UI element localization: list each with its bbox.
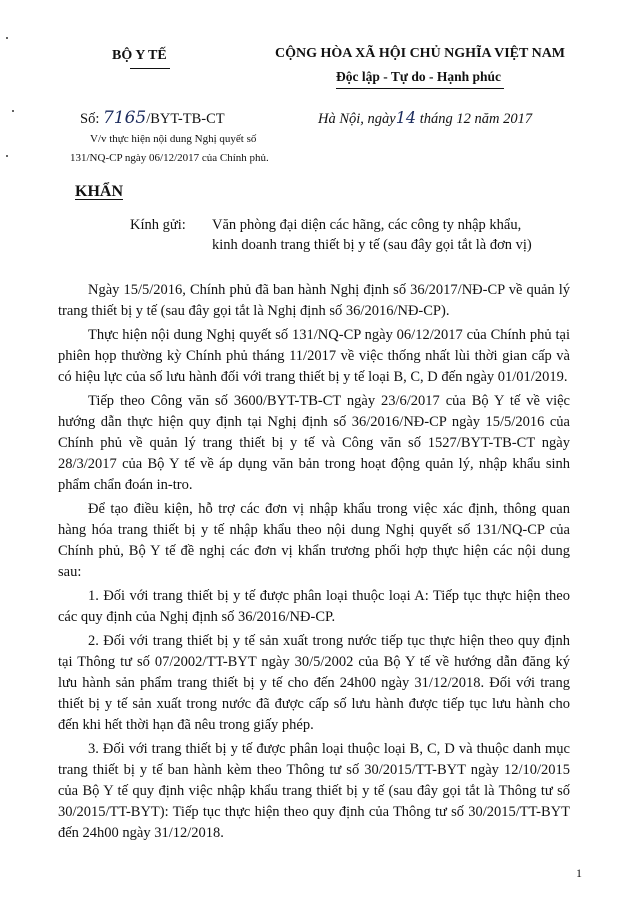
body-paragraph: 3. Đối với trang thiết bị y tế được phân loại thuộc loại B, C, D và thuộc danh mục trang thiết bị y tế ban hành kèm theo Thông tư số 30/2015/TT-BYT ngày 12/10/2015 của Bộ Y tế quy định việc nhập khẩu trang thiết bị y tế (sau đây gọi tắt là Thông tư số 30/2015/TT-BYT): Tiếp tục thực hiện theo quy định của Thông tư số 30/2015/TT-BYT đến 24h00 ngày 31/12/2018. <box>58 741 570 841</box>
place-date-handwritten-day: 14 <box>395 108 417 127</box>
subject-line-2: 131/NQ-CP ngày 06/12/2017 của Chính phủ. <box>70 152 269 164</box>
place-date-prefix: Hà Nội, ngày <box>318 111 396 127</box>
document-number <box>80 108 225 128</box>
body-paragraph: Để tạo điều kiện, hỗ trợ các đơn vị nhập khẩu trong việc xác định, thông quan hàng hóa trang thiết bị y tế nhập khẩu theo nội dung Nghị quyết số 131/NQ-CP của Chính phủ, Bộ Y tế đề nghị các đơn vị khẩn trương phối hợp thực hiện các nội dung sau: <box>58 501 570 580</box>
subject-line-1: V/v thực hiện nội dung Nghị quyết số <box>90 133 257 145</box>
body-paragraph: 2. Đối với trang thiết bị y tế sản xuất trong nước tiếp tục thực hiện theo quy định tại Thông tư số 07/2002/TT-BYT ngày 30/5/2002 của Bộ Y tế về hướng dẫn đăng ký lưu hành sản phẩm trang thiết bị y tế cho đến 24h00 ngày 31/12/2018. Đối với trang thiết bị y tế sản xuất trong nước đã được cấp số lưu hành được tiếp tục lưu hành cho đến khi hết thời hạn đã nêu trong giấy phép. <box>58 633 570 733</box>
scan-speck <box>6 155 8 157</box>
page-number: 1 <box>576 866 582 880</box>
place-date <box>318 108 532 128</box>
national-motto: Độc lập - Tự do - Hạnh phúc <box>336 69 502 84</box>
body-paragraph: Ngày 15/5/2016, Chính phủ đã ban hành Nghị định số 36/2017/NĐ-CP về quản lý trang thiết bị y tế (sau đây gọi tắt là Nghị định số 36/2016/NĐ-CP). <box>58 282 570 319</box>
scan-speck <box>6 37 8 39</box>
document-number-label: Số: <box>80 111 100 127</box>
body-paragraph: Tiếp theo Công văn số 3600/BYT-TB-CT ngày 23/6/2017 của Bộ Y tế về việc hướng dẫn thực hiện quy định tại Nghị định số 36/2016/NĐ-CP ngày 15/5/2016 của Chính phủ về quản lý trang thiết bị y tế và Công văn số 1527/BYT-TB-CT ngày 28/3/2017 của Bộ Y tế về áp dụng văn bản trong hoạt động quản lý, nhập khẩu sinh phẩm chẩn đoán in-tro. <box>58 393 570 493</box>
greeting-label: Kính gửi: <box>130 217 186 233</box>
urgent-label: KHẨN <box>75 183 123 200</box>
scan-speck <box>12 110 14 112</box>
body-paragraph: 1. Đối với trang thiết bị y tế được phân loại thuộc loại A: Tiếp tục thực hiện theo các quy định của Nghị định số 36/2016/NĐ-CP. <box>58 588 570 625</box>
ministry-name: BỘ Y TẾ <box>112 48 167 63</box>
motto-underline <box>336 88 504 89</box>
ministry-underline <box>130 68 170 69</box>
document-body <box>58 280 570 847</box>
place-date-suffix: tháng 12 năm 2017 <box>419 111 533 127</box>
document-number-suffix: /BYT-TB-CT <box>146 111 225 127</box>
document-number-handwritten: 7165 <box>102 108 147 128</box>
greeting-line-1: Văn phòng đại diện các hãng, các công ty nhập khẩu, <box>212 217 522 233</box>
national-title: CỘNG HÒA XÃ HỘI CHỦ NGHĨA VIỆT NAM <box>275 46 566 61</box>
greeting-line-2: kinh doanh trang thiết bị y tế (sau đây gọi tắt là đơn vị) <box>212 237 532 253</box>
body-paragraph: Thực hiện nội dung Nghị quyết số 131/NQ-CP ngày 06/12/2017 của Chính phủ tại phiên họp thường kỳ Chính phủ tháng 11/2017 về việc thống nhất lùi thời gian cấp và có hiệu lực của số lưu hành đối với trang thiết bị y tế loại B, C, D đến ngày 01/01/2019. <box>58 327 570 385</box>
